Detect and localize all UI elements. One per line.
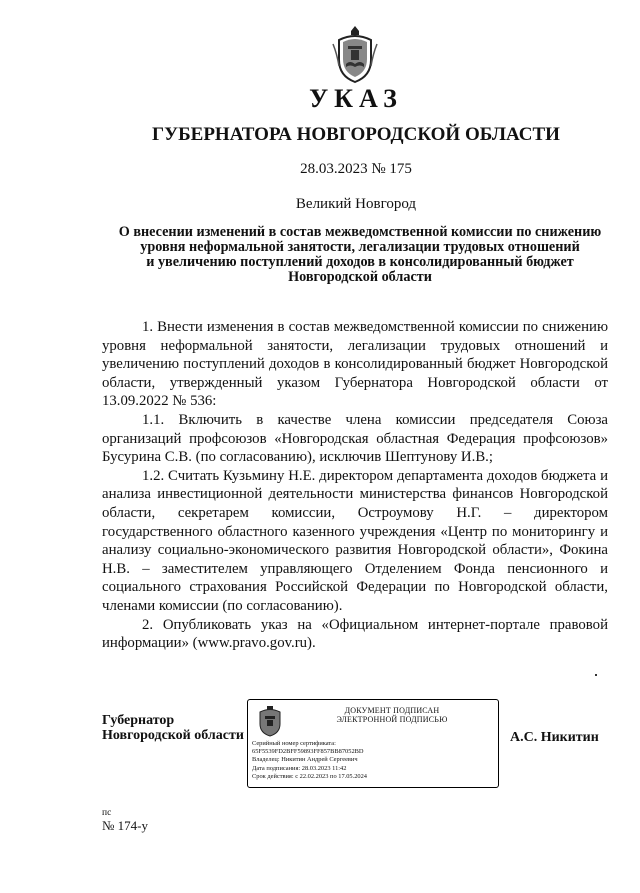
subject-line: О внесении изменений в состав межведомственной комиссии по снижению [118,224,602,240]
position-line: Губернатор [102,713,175,728]
issuing-authority: ГУБЕРНАТОРА НОВГОРОДСКОЙ ОБЛАСТИ [152,124,560,145]
stamp-signed-date: Дата подписания: 28.03.2023 11:42 [252,764,347,772]
document-body [102,318,608,653]
subject-line: Новгородской области [288,269,432,285]
stamp-title-line: ДОКУМЕНТ ПОДПИСАН [344,706,440,715]
paragraph: 2. Опубликовать указ на «Официальном интернет-портале правовой информации» (www.pravo.gov.ru). [102,616,608,652]
coat-of-arms-icon [256,704,284,738]
paragraph: 1. Внести изменения в состав межведомственной комиссии по снижению уровня неформальной занятости, легализации трудовых отношений и увеличению поступлений доходов в консолидированный бюджет Новгородской области, утвержденный указом Губернатора Новгородской области от 13.09.2022 № 536: [102,319,608,410]
paragraph: 1.2. Считать Кузьмину Н.Е. директором департамента доходов бюджета и анализа инвестиционной деятельности министерства финансов Новгородской области, секретарем комиссии, Остроумову Н.Г. – директором государственного областного казенного учреждения «Центр по мониторингу и анализу социально-экономического развития Новгородской области», Фокина Н.В. – заместителем управляющего Отделением Фонда пенсионного и социального страхования Российской Федерации по Новгородской области, членами комиссии (по согласованию). [102,467,608,614]
position-line: Новгородской области [102,728,244,743]
stamp-details [252,740,367,781]
document-subject [100,225,620,285]
stamp-cert-number: 65F5539FD2BFF59893FF857BB87052BD [252,748,364,756]
speck [595,674,597,676]
electronic-signature-stamp [247,699,499,788]
stamp-title [292,706,492,724]
coat-of-arms-icon [331,24,379,84]
date-and-number: 28.03.2023 № 175 [300,161,412,177]
stamp-owner: Владелец: Никитин Андрей Сергеевич [252,756,358,764]
signatory-position [102,713,244,743]
stamp-validity: Срок действия: с 22.02.2023 по 17.05.2024 [252,772,368,780]
subject-line: уровня неформальной занятости, легализации трудовых отношений [140,239,580,255]
paragraph: 1.1. Включить в качестве члена комиссии председателя Союза организаций профсоюзов «Новгородская областная Федерация профсоюзов» Бусурина С.В. (по согласованию), исключив Шептунову И.В.; [102,411,608,466]
signatory-name: А.С. Никитин [510,730,599,745]
footer-initials: пс [102,808,112,818]
footer [102,808,148,832]
stamp-title-line: ЭЛЕКТРОННОЙ ПОДПИСЬЮ [336,715,448,724]
subject-line: и увеличению поступлений доходов в консолидированный бюджет [146,254,574,270]
footer-ref-number: № 174-у [102,818,148,833]
stamp-cert-label: Серийный номер сертификата: [252,740,336,747]
city: Великий Новгород [295,196,417,212]
document-type: УКАЗ [309,84,403,113]
